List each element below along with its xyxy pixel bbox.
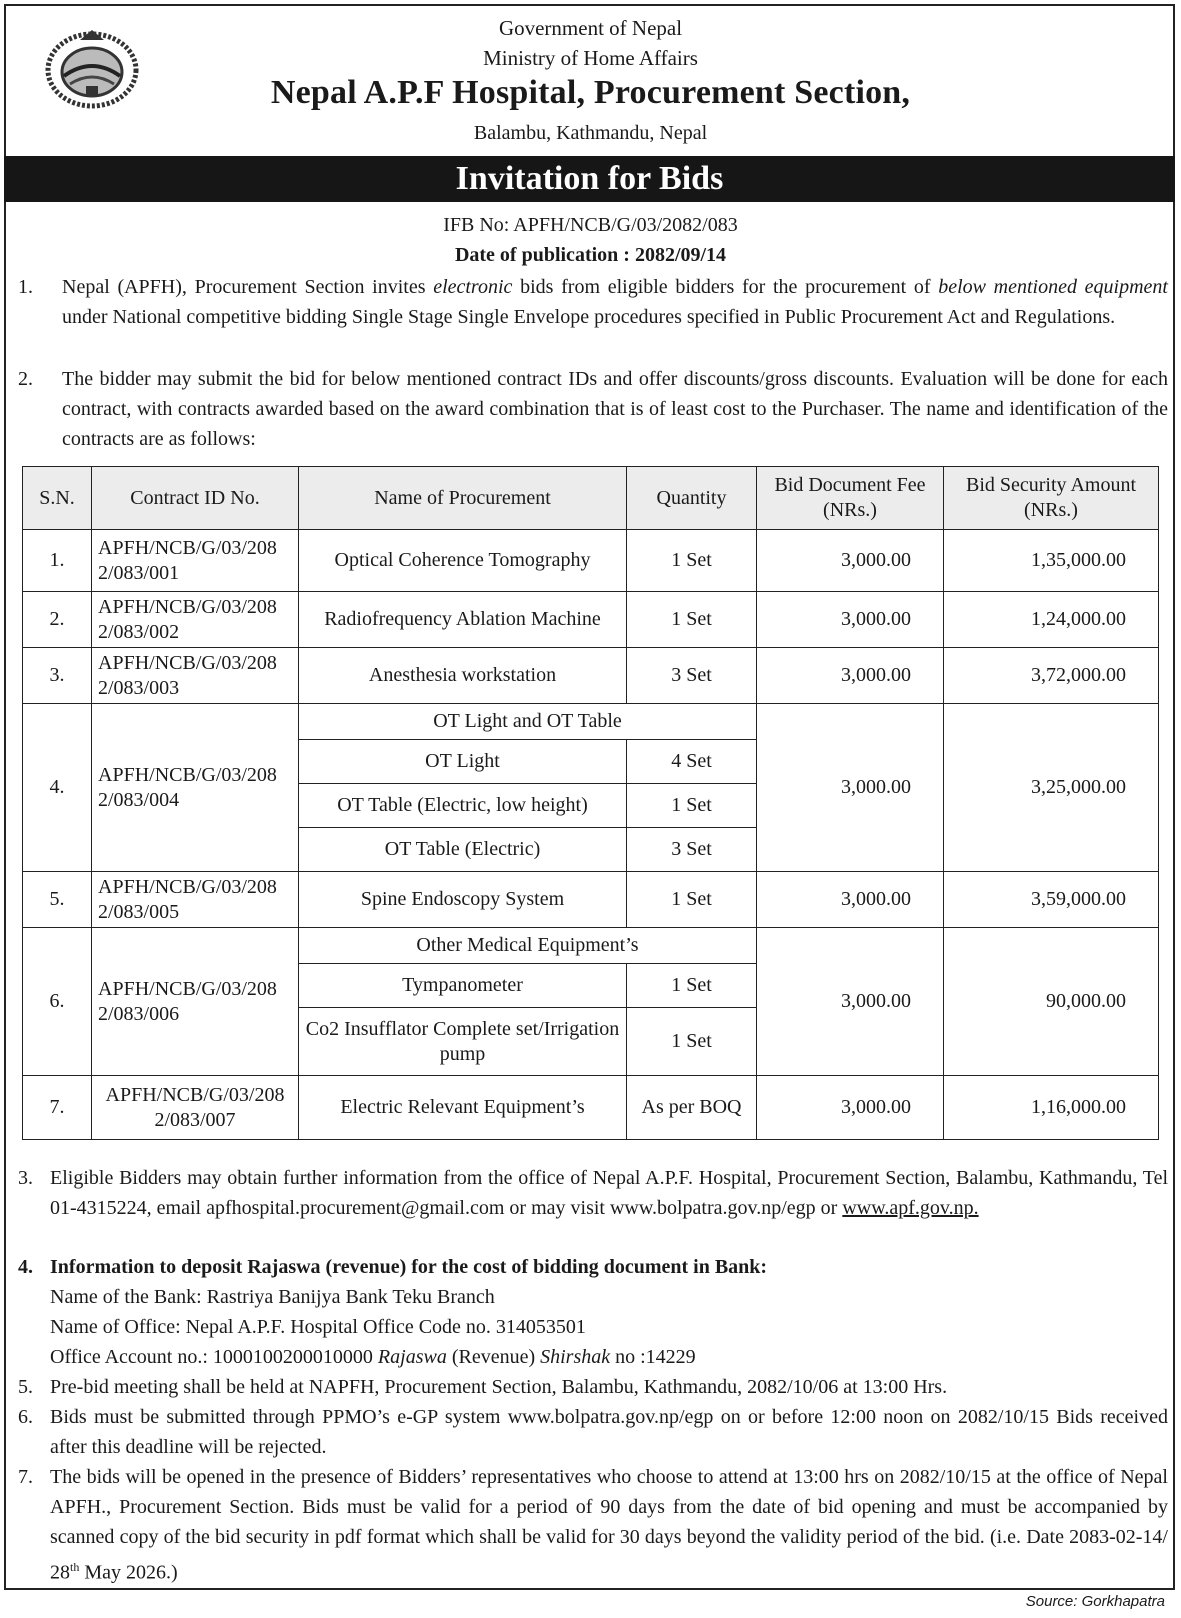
paragraph-text: Eligible Bidders may obtain further information from the office of Nepal A.P.F. Hospital, Procurement Section, Balambu, Kathmandu, Tel 01-4315224, email apfhospital.procurement@gmail.com or may visit www.bolpatra.gov.np/egp or — [50, 1167, 1168, 1219]
text: (Revenue) — [446, 1346, 541, 1368]
header-ministry: Ministry of Home Affairs — [483, 46, 698, 70]
cell-contract-id: APFH/NCB/G/03/2082/083/005 — [92, 872, 299, 928]
ifb-number: IFB No: APFH/NCB/G/03/2082/083 — [443, 214, 738, 236]
table-row — [23, 704, 1159, 740]
superscript: th — [70, 1560, 80, 1574]
cell-bid-security: 1,16,000.00 — [944, 1076, 1159, 1140]
publication-date: Date of publication : 2082/09/14 — [454, 244, 727, 266]
office-account — [50, 1342, 1168, 1372]
header-bid-security: Bid Security Amount (NRs.) — [944, 467, 1159, 530]
table-row — [23, 1076, 1159, 1140]
source-credit: Source: Gorkhapatra — [1025, 1593, 1165, 1610]
cell-sn: 3. — [23, 648, 92, 704]
emphasis: Shirshak — [540, 1346, 611, 1368]
bank-name: Name of the Bank: Rastriya Banijya Bank Teku Branch — [50, 1286, 495, 1308]
text: May 2026.) — [79, 1561, 178, 1584]
apf-website-link[interactable]: www.apf.gov.np. — [842, 1197, 979, 1219]
cell-quantity: 4 Set — [627, 740, 757, 784]
cell-bid-security: 3,72,000.00 — [944, 648, 1159, 704]
cell-contract-id: APFH/NCB/G/03/2082/083/004 — [92, 704, 299, 872]
table-row — [23, 530, 1159, 592]
cell-procurement-name: OT Light — [299, 740, 627, 784]
header-procurement-name: Name of Procurement — [299, 467, 627, 530]
cell-bid-fee: 3,000.00 — [757, 530, 944, 592]
header-sn: S.N. — [23, 467, 92, 530]
cell-bid-fee: 3,000.00 — [757, 648, 944, 704]
emphasis: Rajaswa — [377, 1346, 447, 1368]
cell-contract-id: APFH/NCB/G/03/2082/083/003 — [92, 648, 299, 704]
cell-quantity: 1 Set — [627, 964, 757, 1008]
text: Office Account no.: 1000100200010000 — [50, 1346, 378, 1368]
cell-bid-security: 3,59,000.00 — [944, 872, 1159, 928]
cell-sn: 5. — [23, 872, 92, 928]
table-row — [23, 928, 1159, 964]
cell-contract-id: APFH/NCB/G/03/2082/083/001 — [92, 530, 299, 592]
cell-sn: 7. — [23, 1076, 92, 1140]
paragraph-number: 7. — [18, 1466, 33, 1488]
cell-quantity: 1 Set — [627, 530, 757, 592]
cell-bid-security: 1,24,000.00 — [944, 592, 1159, 648]
cell-sn: 6. — [23, 928, 92, 1076]
cell-procurement-name: Tympanometer — [299, 964, 627, 1008]
cell-bid-fee: 3,000.00 — [757, 928, 944, 1076]
cell-bid-security: 3,25,000.00 — [944, 704, 1159, 872]
cell-contract-id: APFH/NCB/G/03/2082/083/006 — [92, 928, 299, 1076]
header-organization: Nepal A.P.F Hospital, Procurement Section, — [270, 74, 911, 111]
emphasis: below mentioned equipment — [938, 276, 1168, 298]
header-contract-id: Contract ID No. — [92, 467, 299, 530]
office-name: Name of Office: Nepal A.P.F. Hospital Office Code no. 314053501 — [50, 1316, 586, 1338]
cell-sn: 2. — [23, 592, 92, 648]
paragraph-3 — [18, 1163, 1168, 1223]
text: Nepal (APFH), Procurement Section invites — [62, 276, 434, 298]
text: no :14229 — [610, 1346, 696, 1368]
cell-group-name: Other Medical Equipment’s — [299, 928, 757, 964]
cell-quantity: 3 Set — [627, 648, 757, 704]
cell-bid-fee: 3,000.00 — [757, 872, 944, 928]
cell-bid-fee: 3,000.00 — [757, 1076, 944, 1140]
cell-procurement-name: Optical Coherence Tomography — [299, 530, 627, 592]
cell-bid-fee: 3,000.00 — [757, 704, 944, 872]
cell-procurement-name: Spine Endoscopy System — [299, 872, 627, 928]
cell-quantity: As per BOQ — [627, 1076, 757, 1140]
header-government: Government of Nepal — [498, 16, 683, 40]
paragraph-number: 6. — [18, 1406, 33, 1428]
cell-contract-id: APFH/NCB/G/03/2082/083/007 — [92, 1076, 299, 1140]
cell-bid-security: 90,000.00 — [944, 928, 1159, 1076]
table-header-row — [23, 467, 1159, 530]
cell-quantity: 1 Set — [627, 1008, 757, 1076]
cell-quantity: 1 Set — [627, 872, 757, 928]
header-bid-fee: Bid Document Fee (NRs.) — [757, 467, 944, 530]
paragraph-text: The bids will be opened in the presence of Bidders’ representatives who choose to attend at 13:00 hrs on 2082/10/15 at the office of Nepal APFH., Procurement Section. Bids must be valid for a period of 90 days from the date of bid opening and must be accompanied by scanned copy of the bid security in pdf format which shall be valid for 30 days beyond the validity period of the bid. (i.e. Date 2083-02-14/ 28 — [50, 1466, 1168, 1584]
cell-sn: 4. — [23, 704, 92, 872]
cell-quantity: 1 Set — [627, 784, 757, 828]
paragraph-number: 3. — [18, 1167, 33, 1189]
paragraph-text: The bidder may submit the bid for below mentioned contract IDs and offer discounts/gross discounts. Evaluation will be done for each contract, with contracts awarded based on the award combination that is of least cost to the Purchaser. The name and identification of the contracts are as follows: — [62, 368, 1168, 450]
cell-procurement-name: Anesthesia workstation — [299, 648, 627, 704]
cell-quantity: 3 Set — [627, 828, 757, 872]
contracts-table — [22, 466, 1159, 1140]
cell-procurement-name: OT Table (Electric, low height) — [299, 784, 627, 828]
deposit-info-title: Information to deposit Rajaswa (revenue) for the cost of bidding document in Bank: — [50, 1256, 768, 1278]
paragraph-1 — [18, 272, 1168, 332]
cell-procurement-name: Co2 Insufflator Complete set/Irrigation pump — [299, 1008, 627, 1076]
paragraph-number: 1. — [18, 276, 33, 298]
paragraph-text: Pre-bid meeting shall be held at NAPFH, Procurement Section, Balambu, Kathmandu, 2082/10/06 at 13:00 Hrs. — [50, 1376, 948, 1398]
paragraph-4 — [18, 1252, 1168, 1372]
cell-group-name: OT Light and OT Table — [299, 704, 757, 740]
emphasis: electronic — [433, 276, 513, 298]
table-row — [23, 592, 1159, 648]
paragraph-number: 4. — [18, 1256, 33, 1278]
title-banner: Invitation for Bids — [4, 156, 1175, 202]
cell-procurement-name: Electric Relevant Equipment’s — [299, 1076, 627, 1140]
paragraph-2 — [18, 364, 1168, 454]
cell-procurement-name: OT Table (Electric) — [299, 828, 627, 872]
table-row — [23, 648, 1159, 704]
table-row — [23, 872, 1159, 928]
cell-bid-security: 1,35,000.00 — [944, 530, 1159, 592]
paragraph-6 — [18, 1402, 1168, 1462]
cell-quantity: 1 Set — [627, 592, 757, 648]
cell-bid-fee: 3,000.00 — [757, 592, 944, 648]
paragraph-7 — [18, 1462, 1168, 1588]
paragraph-5 — [18, 1372, 1168, 1402]
paragraph-number: 2. — [18, 368, 33, 390]
paragraph-number: 5. — [18, 1376, 33, 1398]
cell-sn: 1. — [23, 530, 92, 592]
text: under National competitive bidding Single Stage Single Envelope procedures specified in Public Procurement Act and Regulations. — [62, 306, 1116, 328]
cell-procurement-name: Radiofrequency Ablation Machine — [299, 592, 627, 648]
paragraph-text: Bids must be submitted through PPMO’s e-GP system www.bolpatra.gov.np/egp on or before 12:00 noon on 2082/10/15 Bids received after this deadline will be rejected. — [50, 1406, 1168, 1458]
header-address: Balambu, Kathmandu, Nepal — [473, 122, 708, 144]
header-quantity: Quantity — [627, 467, 757, 530]
text: bids from eligible bidders for the procurement of — [512, 276, 939, 298]
cell-contract-id: APFH/NCB/G/03/2082/083/002 — [92, 592, 299, 648]
